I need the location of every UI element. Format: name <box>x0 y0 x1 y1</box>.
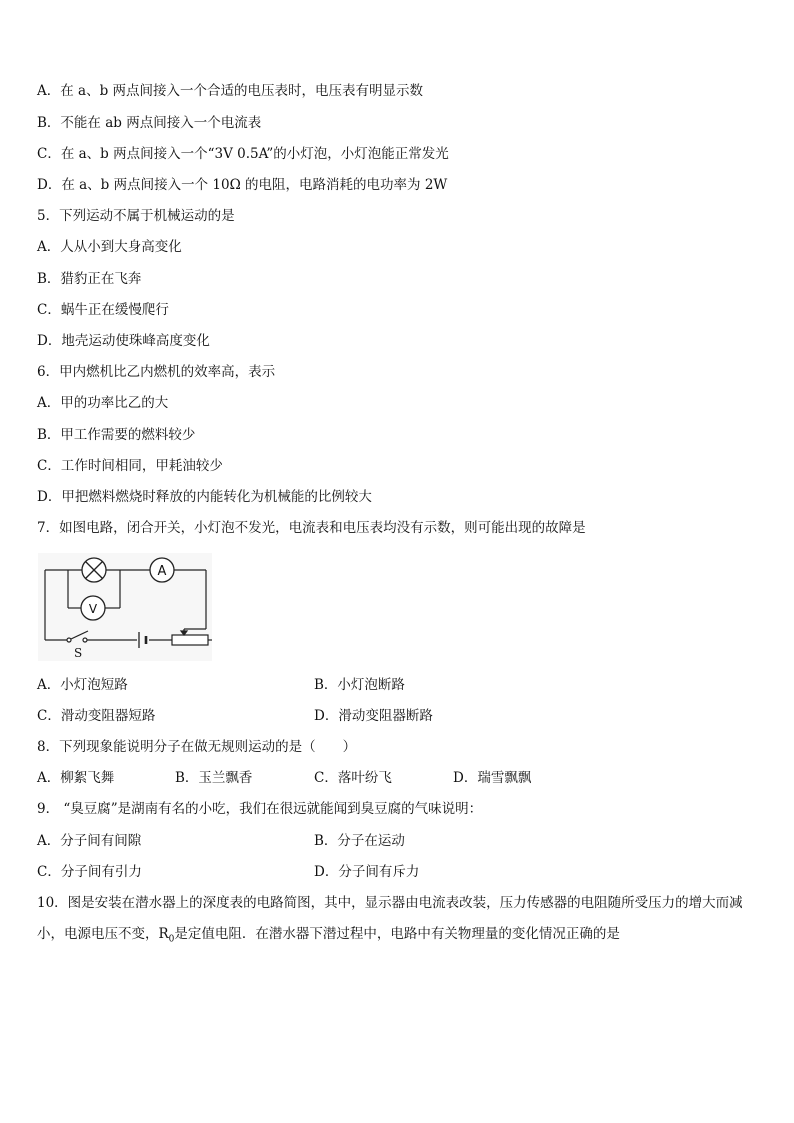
q5-option-b: B．猎豹正在飞奔 <box>37 271 142 287</box>
q4-option-c: C．在 a、b 两点间接入一个“3V 0.5A”的小灯泡，小灯泡能正常发光 <box>37 146 449 162</box>
q10-stem <box>37 888 757 956</box>
ammeter-symbol <box>150 558 174 582</box>
q7-option-c: C．滑动变阻器短路 <box>37 708 156 724</box>
q8-stem: 8．下列现象能说明分子在做无规则运动的是（ ） <box>37 739 357 755</box>
q5-stem: 5．下列运动不属于机械运动的是 <box>37 208 235 224</box>
q8-option-d: D．瑞雪飘飘 <box>453 770 532 786</box>
q9-option-a: A．分子间有间隙 <box>37 833 142 849</box>
q9-option-c: C．分子间有引力 <box>37 864 142 880</box>
q10-stem-part1: 10．图是安装在潜水器上的深度表的电路简图，其中，显示器由电流表改装，压力传感器的电阻随所受压力的增大而减小，电源电压不变，R <box>37 895 743 942</box>
q5-option-a: A．人从小到大身高变化 <box>37 239 182 255</box>
q7-option-d: D．滑动变阻器断路 <box>314 708 433 724</box>
switch-label: S <box>74 646 83 660</box>
voltmeter-symbol <box>81 596 105 620</box>
q7-option-b: B．小灯泡断路 <box>314 677 405 693</box>
q9-stem: 9． “臭豆腐”是湖南有名的小吃，我们在很远就能闻到臭豆腐的气味说明： <box>37 801 483 817</box>
q7-stem: 7．如图电路，闭合开关，小灯泡不发光，电流表和电压表均没有示数，则可能出现的故障是 <box>37 520 586 536</box>
q10-subscript: 0 <box>168 934 175 945</box>
q10-stem-part2: 是定值电阻．在潜水器下潜过程中，电路中有关物理量的变化情况正确的是 <box>174 926 620 942</box>
q6-option-a: A．甲的功率比乙的大 <box>37 395 169 411</box>
q8-option-a: A．柳絮飞舞 <box>37 770 115 786</box>
q5-option-d: D．地壳运动使珠峰高度变化 <box>37 333 210 349</box>
circuit-diagram <box>38 553 212 661</box>
q7-option-a: A．小灯泡短路 <box>37 677 128 693</box>
q6-option-d: D．甲把燃料燃烧时释放的内能转化为机械能的比例较大 <box>37 489 372 505</box>
q9-option-d: D．分子间有斥力 <box>314 864 420 880</box>
q4-option-d: D．在 a、b 两点间接入一个 10Ω 的电阻，电路消耗的电功率为 2W <box>37 177 448 193</box>
q9-option-b: B．分子在运动 <box>314 833 405 849</box>
q6-option-c: C．工作时间相同，甲耗油较少 <box>37 458 223 474</box>
q8-option-c: C．落叶纷飞 <box>314 770 392 786</box>
ammeter-label: A <box>157 564 167 579</box>
voltmeter-label: V <box>88 602 98 616</box>
q6-stem: 6．甲内燃机比乙内燃机的效率高，表示 <box>37 364 276 380</box>
q4-option-a: A．在 a、b 两点间接入一个合适的电压表时，电压表有明显示数 <box>37 83 424 99</box>
lamp-symbol <box>82 558 106 582</box>
q6-option-b: B．甲工作需要的燃料较少 <box>37 427 196 443</box>
q8-option-b: B．玉兰飘香 <box>175 770 253 786</box>
q4-option-b: B．不能在 ab 两点间接入一个电流表 <box>37 115 262 131</box>
q5-option-c: C．蜗牛正在缓慢爬行 <box>37 302 169 318</box>
